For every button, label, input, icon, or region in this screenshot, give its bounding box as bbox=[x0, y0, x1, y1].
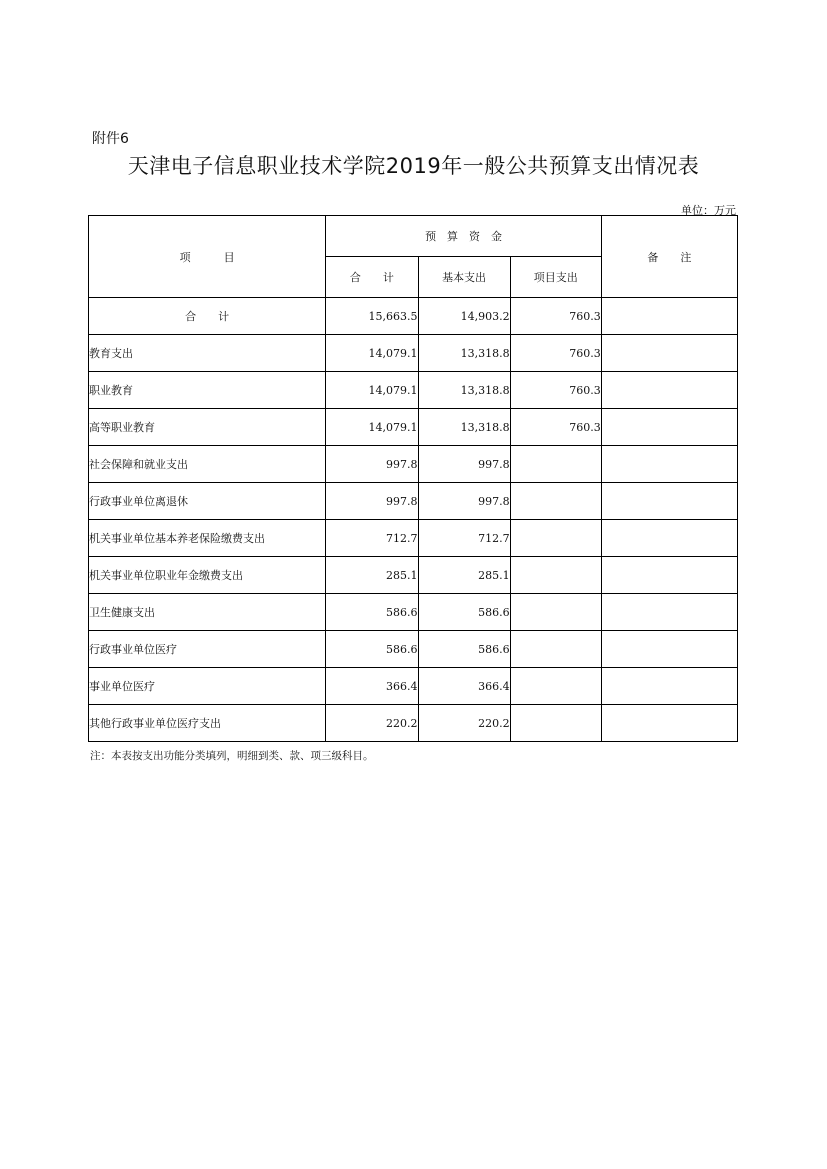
cell-remark bbox=[601, 520, 737, 557]
cell-remark bbox=[601, 298, 737, 335]
cell-total: 14,079.1 bbox=[326, 335, 418, 372]
row-item-name: 机关事业单位基本养老保险缴费支出 bbox=[89, 520, 326, 557]
table-row bbox=[89, 631, 738, 668]
row-item-name: 其他行政事业单位医疗支出 bbox=[89, 705, 326, 742]
cell-basic: 997.8 bbox=[418, 446, 510, 483]
cell-project bbox=[510, 594, 601, 631]
cell-basic: 712.7 bbox=[418, 520, 510, 557]
cell-project bbox=[510, 631, 601, 668]
table-row bbox=[89, 520, 738, 557]
table-row bbox=[89, 668, 738, 705]
row-item-name: 合 计 bbox=[89, 298, 326, 335]
cell-project bbox=[510, 705, 601, 742]
cell-total: 997.8 bbox=[326, 483, 418, 520]
row-item-name: 社会保障和就业支出 bbox=[89, 446, 326, 483]
row-item-name: 行政事业单位离退休 bbox=[89, 483, 326, 520]
cell-total: 586.6 bbox=[326, 631, 418, 668]
cell-project bbox=[510, 446, 601, 483]
header-budget-funds: 预 算 资 金 bbox=[326, 216, 601, 257]
table-row bbox=[89, 446, 738, 483]
footnote: 注：本表按支出功能分类填列，明细到类、款、项三级科目。 bbox=[90, 750, 374, 762]
cell-basic: 997.8 bbox=[418, 483, 510, 520]
table-row bbox=[89, 335, 738, 372]
cell-total: 15,663.5 bbox=[326, 298, 418, 335]
unit-label: 单位：万元 bbox=[681, 204, 736, 217]
cell-basic: 13,318.8 bbox=[418, 335, 510, 372]
cell-total: 997.8 bbox=[326, 446, 418, 483]
cell-total: 14,079.1 bbox=[326, 409, 418, 446]
page-title: 天津电子信息职业技术学院2019年一般公共预算支出情况表 bbox=[127, 154, 700, 178]
cell-remark bbox=[601, 446, 737, 483]
table-row bbox=[89, 594, 738, 631]
attachment-label: 附件6 bbox=[92, 131, 129, 147]
cell-project bbox=[510, 483, 601, 520]
cell-project bbox=[510, 668, 601, 705]
row-item-name: 教育支出 bbox=[89, 335, 326, 372]
cell-remark bbox=[601, 335, 737, 372]
header-basic: 基本支出 bbox=[418, 257, 510, 298]
cell-total: 586.6 bbox=[326, 594, 418, 631]
cell-remark bbox=[601, 594, 737, 631]
row-item-name: 行政事业单位医疗 bbox=[89, 631, 326, 668]
cell-total: 285.1 bbox=[326, 557, 418, 594]
cell-remark bbox=[601, 409, 737, 446]
table-row bbox=[89, 705, 738, 742]
cell-remark bbox=[601, 668, 737, 705]
cell-total: 220.2 bbox=[326, 705, 418, 742]
cell-basic: 366.4 bbox=[418, 668, 510, 705]
cell-remark bbox=[601, 483, 737, 520]
budget-table bbox=[88, 215, 738, 742]
cell-basic: 586.6 bbox=[418, 631, 510, 668]
row-item-name: 事业单位医疗 bbox=[89, 668, 326, 705]
cell-basic: 220.2 bbox=[418, 705, 510, 742]
row-item-name: 职业教育 bbox=[89, 372, 326, 409]
cell-project: 760.3 bbox=[510, 372, 601, 409]
row-item-name: 高等职业教育 bbox=[89, 409, 326, 446]
cell-basic: 13,318.8 bbox=[418, 409, 510, 446]
cell-remark bbox=[601, 372, 737, 409]
cell-total: 14,079.1 bbox=[326, 372, 418, 409]
table-row bbox=[89, 409, 738, 446]
cell-project bbox=[510, 520, 601, 557]
cell-remark bbox=[601, 705, 737, 742]
cell-project: 760.3 bbox=[510, 298, 601, 335]
cell-project: 760.3 bbox=[510, 409, 601, 446]
header-project: 项目支出 bbox=[510, 257, 601, 298]
header-remark: 备 注 bbox=[601, 216, 737, 298]
header-item: 项 目 bbox=[89, 216, 326, 298]
row-item-name: 卫生健康支出 bbox=[89, 594, 326, 631]
cell-basic: 285.1 bbox=[418, 557, 510, 594]
cell-total: 712.7 bbox=[326, 520, 418, 557]
row-item-name: 机关事业单位职业年金缴费支出 bbox=[89, 557, 326, 594]
cell-basic: 586.6 bbox=[418, 594, 510, 631]
table-row bbox=[89, 483, 738, 520]
cell-project bbox=[510, 557, 601, 594]
table-row bbox=[89, 298, 738, 335]
table-row bbox=[89, 557, 738, 594]
cell-project: 760.3 bbox=[510, 335, 601, 372]
cell-remark bbox=[601, 557, 737, 594]
cell-basic: 13,318.8 bbox=[418, 372, 510, 409]
cell-total: 366.4 bbox=[326, 668, 418, 705]
cell-basic: 14,903.2 bbox=[418, 298, 510, 335]
table-row bbox=[89, 372, 738, 409]
header-total: 合 计 bbox=[326, 257, 418, 298]
cell-remark bbox=[601, 631, 737, 668]
